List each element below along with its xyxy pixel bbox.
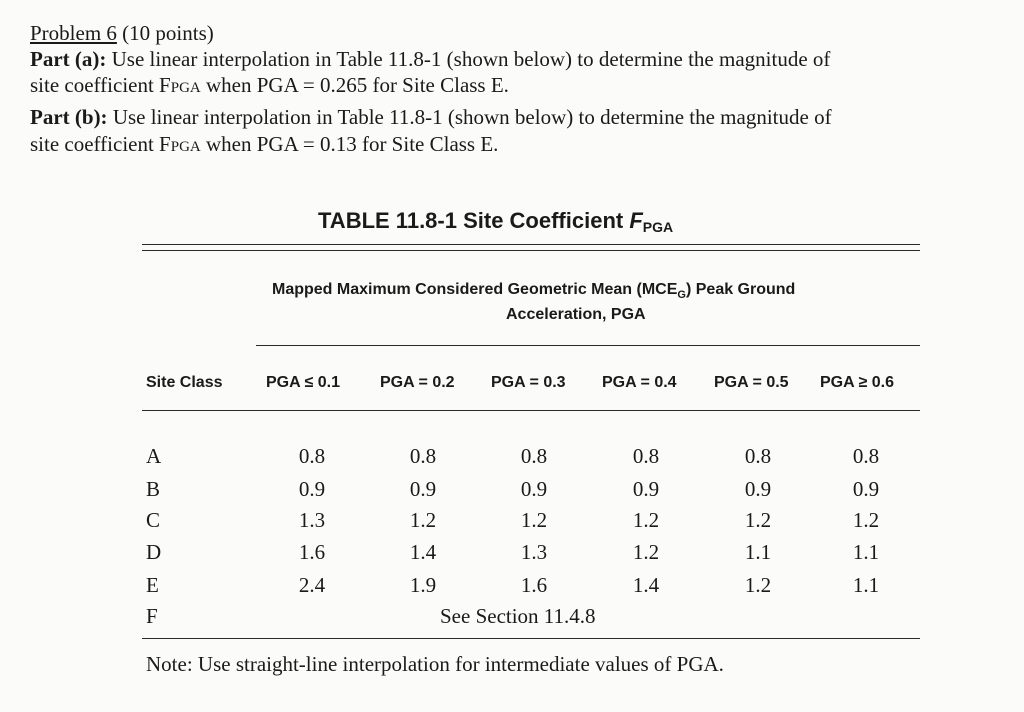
part-a-text-2-post: when PGA = 0.265 for Site Class E. bbox=[200, 73, 509, 97]
table-top-rule-2 bbox=[142, 250, 920, 251]
part-b-text-2-sub: PGA bbox=[170, 139, 201, 155]
table-cell: 1.2 bbox=[520, 508, 548, 532]
part-b-label: Part (b): bbox=[30, 105, 108, 129]
table-title-sub: PGA bbox=[642, 219, 674, 235]
table-bottom-rule bbox=[142, 638, 920, 639]
table-cell: 0.9 bbox=[409, 477, 437, 501]
row-f-span-text: See Section 11.4.8 bbox=[440, 604, 596, 628]
table-cell: 1.6 bbox=[520, 573, 548, 597]
table-cell: 0.9 bbox=[852, 477, 880, 501]
table-cell: 1.6 bbox=[298, 540, 326, 564]
table-cell: 1.1 bbox=[744, 540, 772, 564]
table-cell: 0.8 bbox=[632, 444, 660, 468]
part-a-text-2-pre: site coefficient F bbox=[30, 73, 171, 97]
part-a-label: Part (a): bbox=[30, 47, 107, 71]
part-a-text-1: Use linear interpolation in Table 11.8-1 (shown below) to determine the magnitude of bbox=[111, 47, 831, 71]
problem-heading bbox=[30, 20, 214, 46]
row-label-e: E bbox=[146, 573, 159, 597]
site-class-header: Site Class bbox=[146, 374, 223, 391]
table-cell: 0.8 bbox=[744, 444, 772, 468]
table-cell: 1.4 bbox=[632, 573, 660, 597]
table-cell: 0.9 bbox=[744, 477, 772, 501]
header-bottom-rule bbox=[142, 410, 920, 411]
span-header-text: Mapped Maximum Considered Geometric Mean (MCE bbox=[272, 281, 678, 298]
part-b-text-1: Use linear interpolation in Table 11.8-1 (shown below) to determine the magnitude of bbox=[112, 105, 832, 129]
table-top-rule-1 bbox=[142, 244, 920, 245]
part-b-line-2 bbox=[30, 131, 498, 160]
table-cell: 1.2 bbox=[744, 508, 772, 532]
table-cell: 1.1 bbox=[852, 540, 880, 564]
row-label-a: A bbox=[146, 444, 162, 468]
table-title bbox=[318, 208, 673, 235]
row-label-f: F bbox=[146, 604, 158, 628]
part-a-line-2 bbox=[30, 72, 509, 101]
row-label-c: C bbox=[146, 508, 161, 532]
table-title-text: TABLE 11.8-1 Site Coefficient bbox=[318, 208, 630, 233]
table-cell: 1.1 bbox=[852, 573, 880, 597]
table-cell: 0.9 bbox=[298, 477, 326, 501]
problem-title: Problem 6 bbox=[30, 21, 117, 45]
col-header-6: PGA ≥ 0.6 bbox=[820, 374, 894, 391]
table-cell: 0.8 bbox=[520, 444, 548, 468]
col-header-4: PGA = 0.4 bbox=[602, 374, 677, 391]
part-b-text-2-post: when PGA = 0.13 for Site Class E. bbox=[200, 132, 499, 156]
table-cell: 1.2 bbox=[632, 540, 660, 564]
table-cell: 0.8 bbox=[409, 444, 437, 468]
part-b-line-1 bbox=[30, 104, 832, 130]
row-label-d: D bbox=[146, 540, 162, 564]
row-label-b: B bbox=[146, 477, 161, 501]
table-cell: 1.4 bbox=[409, 540, 437, 564]
span-header-rule bbox=[256, 345, 920, 346]
table-cell: 0.9 bbox=[520, 477, 548, 501]
problem-points: (10 points) bbox=[122, 21, 214, 45]
table-note: Note: Use straight-line interpolation for intermediate values of PGA. bbox=[146, 652, 724, 676]
part-a-line-1 bbox=[30, 46, 830, 72]
col-header-2: PGA = 0.2 bbox=[380, 374, 455, 391]
col-header-1: PGA ≤ 0.1 bbox=[266, 374, 340, 391]
col-header-3: PGA = 0.3 bbox=[491, 374, 566, 391]
table-title-symbol: F bbox=[629, 208, 643, 233]
table-cell: 1.2 bbox=[852, 508, 880, 532]
table-cell: 1.9 bbox=[409, 573, 437, 597]
table-cell: 1.2 bbox=[632, 508, 660, 532]
table-cell: 0.8 bbox=[298, 444, 326, 468]
part-b-text-2-pre: site coefficient F bbox=[30, 132, 171, 156]
table-cell: 1.2 bbox=[409, 508, 437, 532]
table-cell: 0.8 bbox=[852, 444, 880, 468]
table-cell: 2.4 bbox=[298, 573, 326, 597]
table-cell: 1.3 bbox=[520, 540, 548, 564]
table-span-header-line-1 bbox=[272, 281, 795, 301]
span-header-sub: G bbox=[677, 289, 686, 302]
span-header-post: ) Peak Ground bbox=[685, 281, 796, 298]
col-header-5: PGA = 0.5 bbox=[714, 374, 789, 391]
table-span-header-line-2: Acceleration, PGA bbox=[506, 306, 646, 323]
table-cell: 1.3 bbox=[298, 508, 326, 532]
table-cell: 0.9 bbox=[632, 477, 660, 501]
part-a-text-2-sub: PGA bbox=[170, 80, 201, 96]
table-cell: 1.2 bbox=[744, 573, 772, 597]
